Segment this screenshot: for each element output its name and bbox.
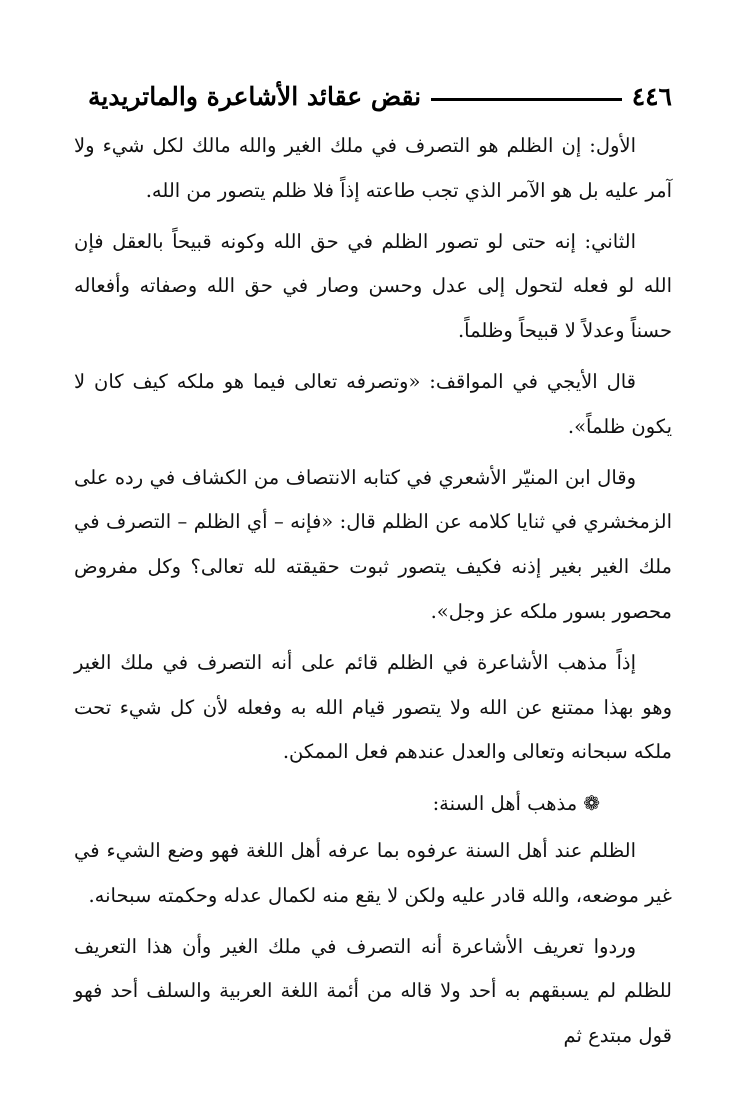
paragraph-iji-quote: قال الأيجي في المواقف: «وتصرفه تعالى فيما هو ملكه كيف كان لا يكون ظلماً». (74, 369, 672, 438)
page-number: ٤٤٦ (631, 81, 672, 111)
ornament-icon: ❁ (583, 791, 600, 816)
paragraph-sunni-definition: الظلم عند أهل السنة عرفوه بما عرفه أهل اللغة فهو وضع الشيء في غير موضعه، والله قادر عليه ولكن لا يقع منه لكمال عدله وحكمته سبحانه. (74, 838, 672, 907)
header-rule (431, 98, 622, 101)
running-title: نقض عقائد الأشاعرة والماتريدية (88, 81, 422, 111)
paragraph-ashari-summary: إذاً مذهب الأشاعرة في الظلم قائم على أنه التصرف في ملك الغير وهو بهذا ممتنع عن الله ولا يتصور قيام الله به وفعله لأن كل شيء تحت ملكه سبحانه وتعالى والعدل عندهم فعل الممكن. (74, 650, 672, 764)
section-heading (74, 781, 672, 827)
paragraph-ibn-munayyir-quote: وقال ابن المنيّر الأشعري في كتابه الانتصاف من الكشاف في رده على الزمخشري في ثنايا كلامه عن الظلم قال: «فإنه – أي الظلم – التصرف في ملك الغير بغير إذنه فكيف يتصور ثبوت حقيقته لله تعالى؟ وكل مفروض محصور بسور ملكه عز وجل». (74, 465, 672, 623)
page-body (74, 124, 672, 1065)
section-heading-text: مذهب أهل السنة: (432, 792, 578, 816)
paragraph-second-argument: الثاني: إنه حتى لو تصور الظلم في حق الله وكونه قبيحاً بالعقل فإن الله لو فعله لتحول إلى عدل وحسن وصار في حق الله وصفاته وأفعاله حسناً وعدلاً لا قبيحاً وظلماً. (74, 229, 672, 343)
paragraph-first-argument: الأول: إن الظلم هو التصرف في ملك الغير والله مالك لكل شيء ولا آمر عليه بل هو الآمر الذي تجب طاعته إذاً فلا ظلم يتصور من الله. (74, 134, 672, 202)
paragraph-rebuttal: وردوا تعريف الأشاعرة أنه التصرف في ملك الغير وأن هذا التعريف للظلم لم يسبقهم به أحد ولا قاله من أئمة اللغة العربية والسلف أحد فهو قول مبتدع ثم (74, 934, 672, 1048)
page-header (88, 76, 672, 116)
